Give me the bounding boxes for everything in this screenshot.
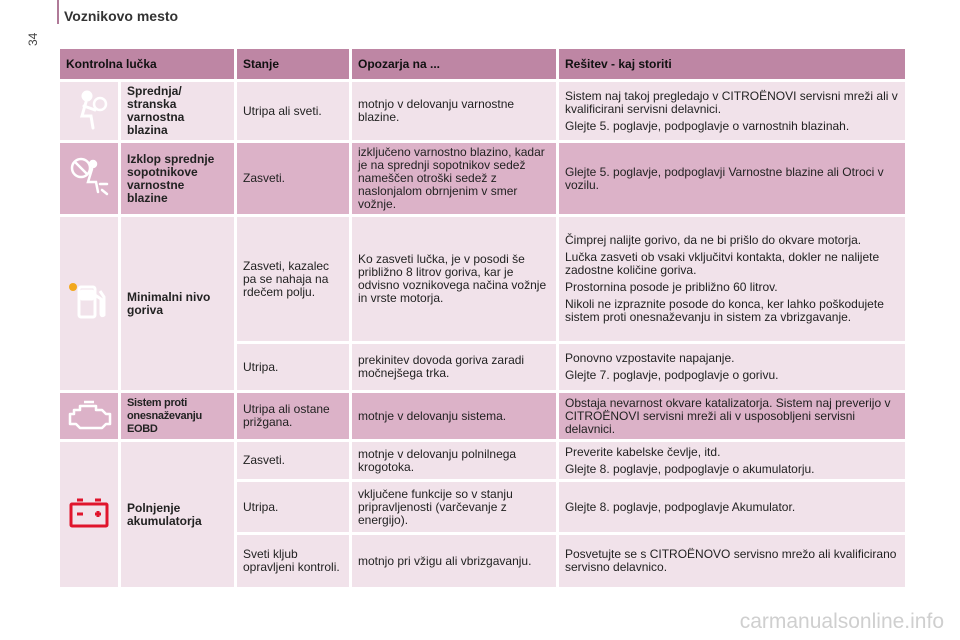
state-cell: Zasveti. bbox=[237, 442, 349, 479]
warning-cell: izključeno varnostno blazino, kadar je na sprednji sopotnikov sedež nameščen otroški sedež z naslonjalom obrnjenim v smer vožnje. bbox=[352, 143, 556, 214]
solution-text: Prostornina posode je približno 60 litrov. bbox=[565, 280, 778, 294]
solution-cell bbox=[559, 442, 905, 479]
icon-cell bbox=[60, 217, 118, 390]
watermark: carmanualsonline.info bbox=[739, 610, 944, 633]
column-header: Opozarja na ... bbox=[352, 49, 556, 79]
light-name: Sprednja/ stranska varnostna blazina bbox=[121, 82, 234, 140]
table-header-row bbox=[60, 49, 905, 79]
icon-cell bbox=[60, 442, 118, 587]
page-number: 34 bbox=[26, 32, 40, 46]
solution-text: Posvetujte se s CITROËNOVO servisno mrežo ali kvalificirano servisno delavnico. bbox=[565, 547, 897, 574]
state-cell: Utripa. bbox=[237, 344, 349, 390]
passenger-airbag-off-icon bbox=[67, 154, 111, 200]
solution-text: Preverite kabelske čevlje, itd. bbox=[565, 444, 721, 459]
warning-cell: motnjo pri vžigu ali vbrizgavanju. bbox=[352, 535, 556, 587]
light-name: Polnjenje akumulatorja bbox=[121, 442, 234, 587]
warning-cell: prekinitev dovoda goriva zaradi močnejšega trka. bbox=[352, 344, 556, 390]
column-header: Rešitev - kaj storiti bbox=[559, 49, 905, 79]
solution-text: Glejte 7. poglavje, podpoglavje o gorivu. bbox=[565, 368, 779, 382]
state-cell: Utripa. bbox=[237, 482, 349, 532]
warning-cell: Ko zasveti lučka, je v posodi še približno 8 litrov goriva, kar je odvisno voznikovega načina vožnje in vrste motorja. bbox=[352, 217, 556, 341]
state-cell: Utripa ali ostane prižgana. bbox=[237, 393, 349, 439]
solution-text: Lučka zasveti ob vsaki vključitvi kontakta, dokler ne nalijete zadostne količine goriva. bbox=[565, 250, 880, 277]
table-row bbox=[60, 82, 905, 140]
solution-cell bbox=[559, 82, 905, 140]
solution-text: Glejte 5. poglavje, podpoglavji Varnostne blazine ali Otroci v vozilu. bbox=[565, 164, 884, 192]
solution-text: Glejte 8. poglavje, podpoglavje o akumulatorju. bbox=[565, 461, 815, 476]
solution-text: Nikoli ne izpraznite posode do konca, ker lahko poškodujete sistem proti onesnaževanju in sistem za vbrizgavanje. bbox=[565, 297, 884, 324]
solution-cell bbox=[559, 393, 905, 439]
warning-cell: motnje v delovanju polnilnega krogotoka. bbox=[352, 442, 556, 479]
section-title: Voznikovo mesto bbox=[64, 8, 179, 24]
light-name: Izklop sprednje sopotnikove varnostne blazine bbox=[121, 143, 234, 214]
solution-cell bbox=[559, 344, 905, 390]
table-row bbox=[60, 143, 905, 214]
column-header: Kontrolna lučka bbox=[60, 49, 234, 79]
solution-text: Ponovno vzpostavite napajanje. bbox=[565, 351, 735, 365]
solution-cell bbox=[559, 535, 905, 587]
solution-cell bbox=[559, 143, 905, 214]
state-cell: Utripa ali sveti. bbox=[237, 82, 349, 140]
solution-text: Glejte 5. poglavje, podpoglavje o varnostnih blazinah. bbox=[565, 118, 850, 133]
icon-cell bbox=[60, 143, 118, 214]
solution-cell bbox=[559, 482, 905, 532]
battery-icon bbox=[67, 496, 111, 530]
airbag-icon bbox=[69, 88, 109, 132]
warning-lights-table bbox=[57, 46, 908, 590]
state-cell: Zasveti. bbox=[237, 143, 349, 214]
icon-cell bbox=[60, 82, 118, 140]
state-cell: Zasveti, kazalec pa se nahaja na rdečem polju. bbox=[237, 217, 349, 341]
sidebar-accent-line bbox=[57, 0, 59, 24]
fuel-pump-icon bbox=[67, 277, 111, 327]
state-cell: Sveti kljub opravljeni kontroli. bbox=[237, 535, 349, 587]
solution-cell bbox=[559, 217, 905, 341]
table-row bbox=[60, 442, 905, 479]
light-name: Sistem proti onesnaževanju EOBD bbox=[121, 393, 234, 439]
solution-text: Sistem naj takoj pregledajo v CITROËNOVI servisni mreži ali v kvalificirani servisni delavnici. bbox=[565, 88, 898, 116]
warning-cell: motnje v delovanju sistema. bbox=[352, 393, 556, 439]
light-name: Minimalni nivo goriva bbox=[121, 217, 234, 390]
column-header: Stanje bbox=[237, 49, 349, 79]
solution-text: Čimprej nalijte gorivo, da ne bi prišlo do okvare motorja. bbox=[565, 233, 862, 247]
warning-cell: vključene funkcije so v stanju pripravljenosti (varčevanje z energijo). bbox=[352, 482, 556, 532]
icon-cell bbox=[60, 393, 118, 439]
engine-check-icon bbox=[66, 398, 116, 432]
table-row bbox=[60, 393, 905, 439]
solution-text: Obstaja nevarnost okvare katalizatorja. Sistem naj preverijo v CITROËNOVI servisni mreži ali v usposobljeni servisni delavnici. bbox=[565, 395, 891, 436]
solution-text: Glejte 8. poglavje, podpoglavje Akumulator. bbox=[565, 499, 796, 514]
warning-cell: motnjo v delovanju varnostne blazine. bbox=[352, 82, 556, 140]
table-row bbox=[60, 217, 905, 341]
